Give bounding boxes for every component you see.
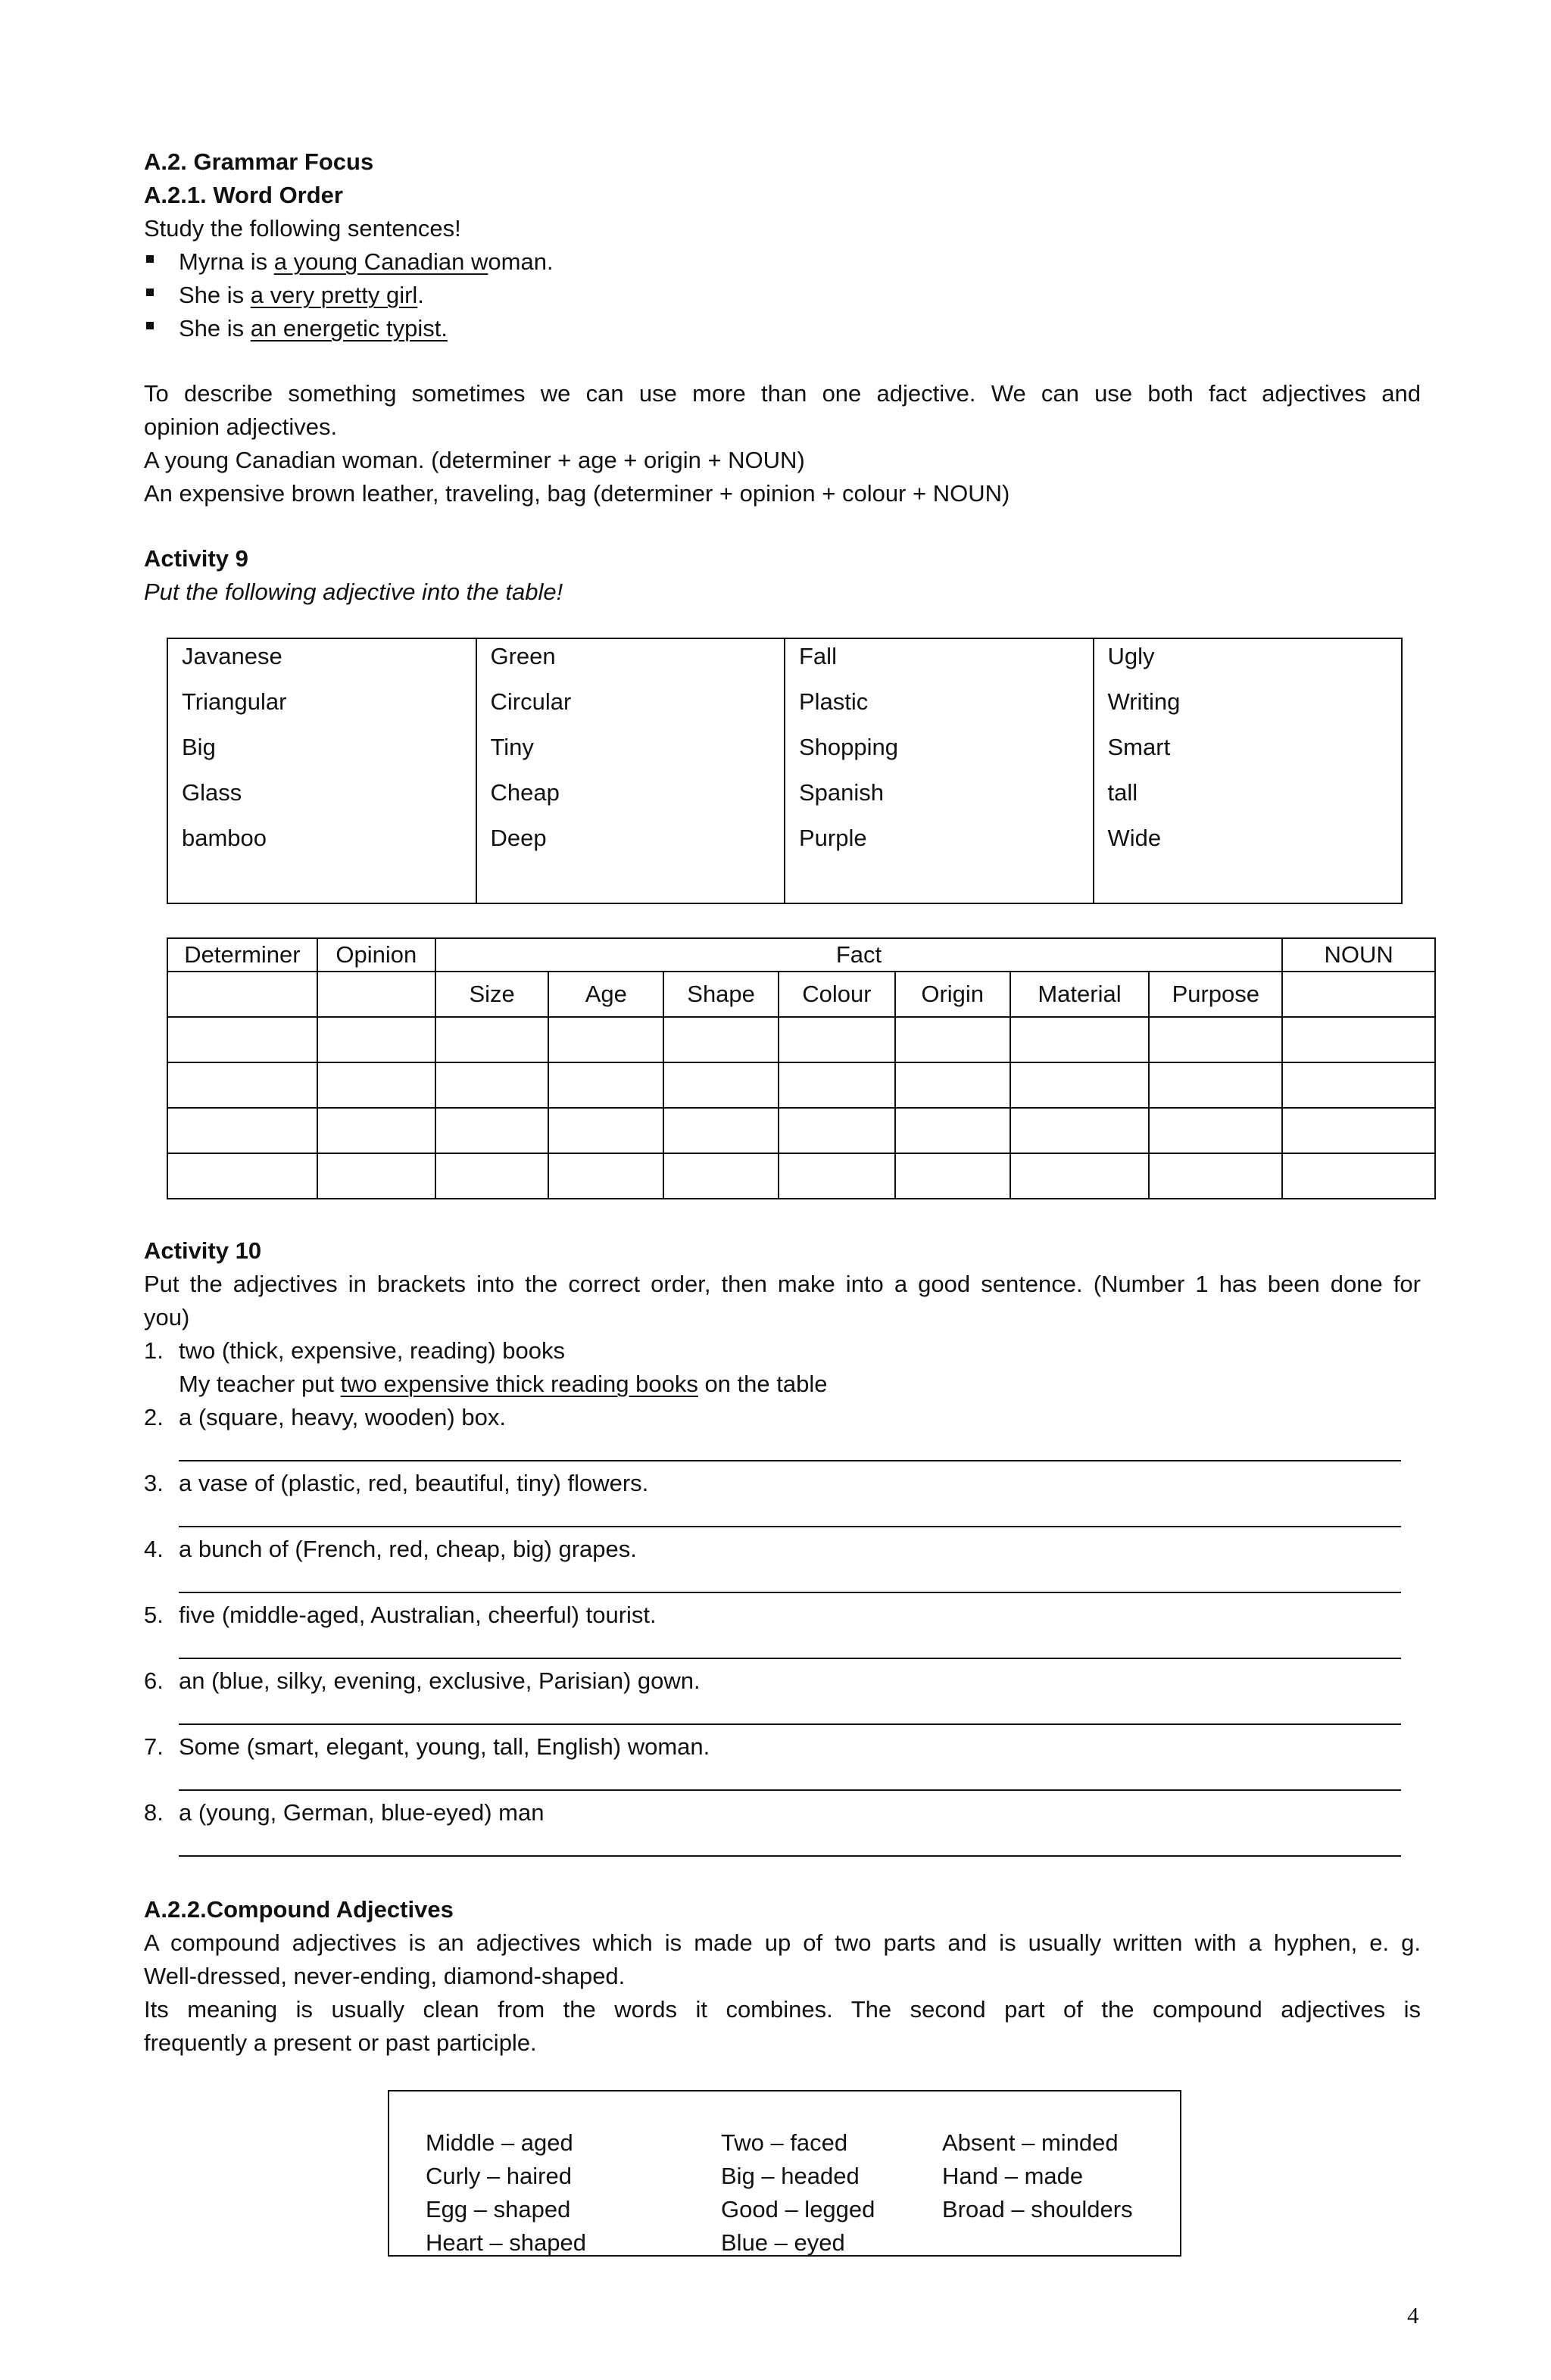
word-item: Shopping [799,734,899,760]
table-cell[interactable] [663,1153,779,1199]
exercise-number: 6. [144,1667,164,1694]
word-item: Wide [1107,825,1162,851]
table-cell[interactable] [1149,1153,1282,1199]
activity-10-instruction: you) [144,1304,190,1330]
answer-line[interactable] [179,1855,1401,1857]
table-cell[interactable] [779,1017,895,1062]
word-item: Javanese [182,643,282,669]
table-cell[interactable] [548,1017,663,1062]
activity-9-title: Activity 9 [144,545,248,572]
table-cell[interactable] [435,1153,549,1199]
exercise-number: 5. [144,1602,164,1628]
word-item: Plastic [799,688,869,715]
table-cell[interactable] [1282,1017,1435,1062]
compound-example: Egg – shaped [426,2196,571,2222]
table-cell[interactable] [1010,1108,1150,1153]
compound-example: Middle – aged [426,2129,573,2156]
compound-example: Broad – shoulders [942,2196,1133,2222]
table-cell[interactable] [1282,1062,1435,1108]
table-cell[interactable] [779,1062,895,1108]
table-cell[interactable] [1010,1062,1150,1108]
compound-heading: A.2.2.Compound Adjectives [144,1896,454,1923]
answer-line[interactable] [179,1789,1401,1791]
table-cell[interactable] [895,1017,1010,1062]
paragraph-line: A compound adjectives is an adjectives which is made up of two parts and is usually written with a hyphen, e. g. [144,1929,1421,1956]
table-cell[interactable] [167,1108,317,1153]
exercise-number: 2. [144,1404,164,1430]
answer-line[interactable] [179,1460,1401,1461]
table-cell[interactable] [548,1108,663,1153]
table-cell[interactable] [435,1108,549,1153]
header-size: Size [435,972,549,1017]
table-cell[interactable] [435,1017,549,1062]
header-shape: Shape [663,972,779,1017]
word-item: Purple [799,825,867,851]
paragraph-line: frequently a present or past participle. [144,2029,537,2056]
exercise-prompt: an (blue, silky, evening, exclusive, Parisian) gown. [179,1667,701,1694]
compound-example: Good – legged [721,2196,875,2222]
example-sentence: A young Canadian woman. (determiner + age + origin + NOUN) [144,447,805,473]
table-cell[interactable] [663,1062,779,1108]
word-item: Smart [1107,734,1171,760]
exercise-prompt: two (thick, expensive, reading) books [179,1337,566,1364]
bullet-sentence: Myrna is a young Canadian woman. [179,248,554,275]
word-item: Deep [490,825,547,851]
table-row [167,1108,1435,1153]
table-cell[interactable] [548,1062,663,1108]
table-cell[interactable] [317,972,435,1017]
word-item: Cheap [490,779,560,806]
header-opinion: Opinion [317,938,435,972]
exercise-number: 3. [144,1470,164,1496]
word-item: Circular [490,688,572,715]
table-cell[interactable] [1149,1017,1282,1062]
word-item: Green [490,643,556,669]
exercise-prompt: a (young, German, blue-eyed) man [179,1799,545,1826]
word-column [476,638,785,903]
table-cell[interactable] [167,1017,317,1062]
compound-example: Big – headed [721,2163,860,2189]
exercise-number: 7. [144,1733,164,1760]
study-instruction: Study the following sentences! [144,215,461,242]
answer-line[interactable] [179,1723,1401,1725]
word-item: Triangular [182,688,287,715]
exercise-number: 8. [144,1799,164,1826]
table-cell[interactable] [317,1062,435,1108]
table-cell[interactable] [1282,972,1435,1017]
word-column [785,638,1094,903]
header-colour: Colour [779,972,895,1017]
word-item: Glass [182,779,242,806]
table-cell[interactable] [1282,1153,1435,1199]
paragraph-line: opinion adjectives. [144,413,338,440]
section-heading: A.2. Grammar Focus [144,148,374,175]
header-noun: NOUN [1282,938,1435,972]
exercise-prompt: a (square, heavy, wooden) box. [179,1404,506,1430]
word-item: Ugly [1107,643,1155,669]
exercise-number: 1. [144,1337,164,1364]
header-determiner: Determiner [167,938,317,972]
table-cell[interactable] [1010,1017,1150,1062]
table-cell[interactable] [167,972,317,1017]
bullet-marker [146,255,154,263]
table-cell[interactable] [1010,1153,1150,1199]
compound-example: Absent – minded [942,2129,1119,2156]
answer-line[interactable] [179,1526,1401,1527]
table-cell[interactable] [779,1108,895,1153]
word-column [167,638,476,903]
activity-10-title: Activity 10 [144,1237,262,1264]
word-item: Big [182,734,216,760]
compound-example: Heart – shaped [426,2229,586,2256]
table-cell[interactable] [1282,1108,1435,1153]
bullet-marker [146,322,154,329]
word-item: Spanish [799,779,885,806]
paragraph-line: Its meaning is usually clean from the words it combines. The second part of the compound adjectives is [144,1996,1421,2023]
compound-example: Hand – made [942,2163,1084,2189]
subsection-heading: A.2.1. Word Order [144,182,343,208]
compound-example: Blue – eyed [721,2229,845,2256]
table-cell[interactable] [167,1153,317,1199]
adjective-word-box [167,638,1403,904]
activity-10-instruction: Put the adjectives in brackets into the correct order, then make into a good sentence. (Number 1 has been done for [144,1271,1421,1297]
table-row [167,1153,1435,1199]
word-item: tall [1107,779,1138,806]
answer-line[interactable] [179,1658,1401,1659]
exercise-prompt: a vase of (plastic, red, beautiful, tiny) flowers. [179,1470,649,1496]
exercise-prompt: five (middle-aged, Australian, cheerful) tourist. [179,1602,657,1628]
table-cell[interactable] [779,1153,895,1199]
word-item: Writing [1107,688,1181,715]
word-order-table [167,937,1436,1199]
table-row [167,1017,1435,1062]
table-cell[interactable] [317,1153,435,1199]
table-cell[interactable] [435,1062,549,1108]
table-cell[interactable] [167,1062,317,1108]
header-origin: Origin [895,972,1010,1017]
answer-line[interactable] [179,1592,1401,1593]
compound-example: Two – faced [721,2129,848,2156]
table-cell[interactable] [895,1108,1010,1153]
exercise-prompt: a bunch of (French, red, cheap, big) grapes. [179,1536,637,1562]
word-item: Fall [799,643,837,669]
word-item: bamboo [182,825,267,851]
table-cell[interactable] [1149,1108,1282,1153]
exercise-number: 4. [144,1536,164,1562]
bullet-sentence: She is a very pretty girl. [179,282,424,308]
bullet-sentence: She is an energetic typist. [179,315,448,342]
header-material: Material [1010,972,1150,1017]
page-number: 4 [1407,2302,1419,2329]
table-row [167,1062,1435,1108]
bullet-marker [146,289,154,296]
word-item: Tiny [490,734,534,760]
header-age: Age [548,972,663,1017]
word-column [1094,638,1403,903]
compound-example: Curly – haired [426,2163,572,2189]
example-sentence: An expensive brown leather, traveling, bag (determiner + opinion + colour + NOUN) [144,480,1010,507]
header-purpose: Purpose [1149,972,1282,1017]
table-cell[interactable] [548,1153,663,1199]
header-fact: Fact [435,938,1282,972]
activity-9-instruction: Put the following adjective into the table! [144,579,563,605]
table-cell[interactable] [663,1017,779,1062]
table-cell[interactable] [895,1153,1010,1199]
example-answer: My teacher put two expensive thick reading books on the table [179,1371,828,1397]
table-cell[interactable] [317,1108,435,1153]
table-cell[interactable] [895,1062,1010,1108]
paragraph-line: To describe something sometimes we can use more than one adjective. We can use both fact adjectives and [144,380,1421,407]
table-cell[interactable] [663,1108,779,1153]
table-cell[interactable] [1149,1062,1282,1108]
table-cell[interactable] [317,1017,435,1062]
paragraph-line: Well-dressed, never-ending, diamond-shaped. [144,1963,626,1989]
exercise-prompt: Some (smart, elegant, young, tall, English) woman. [179,1733,710,1760]
